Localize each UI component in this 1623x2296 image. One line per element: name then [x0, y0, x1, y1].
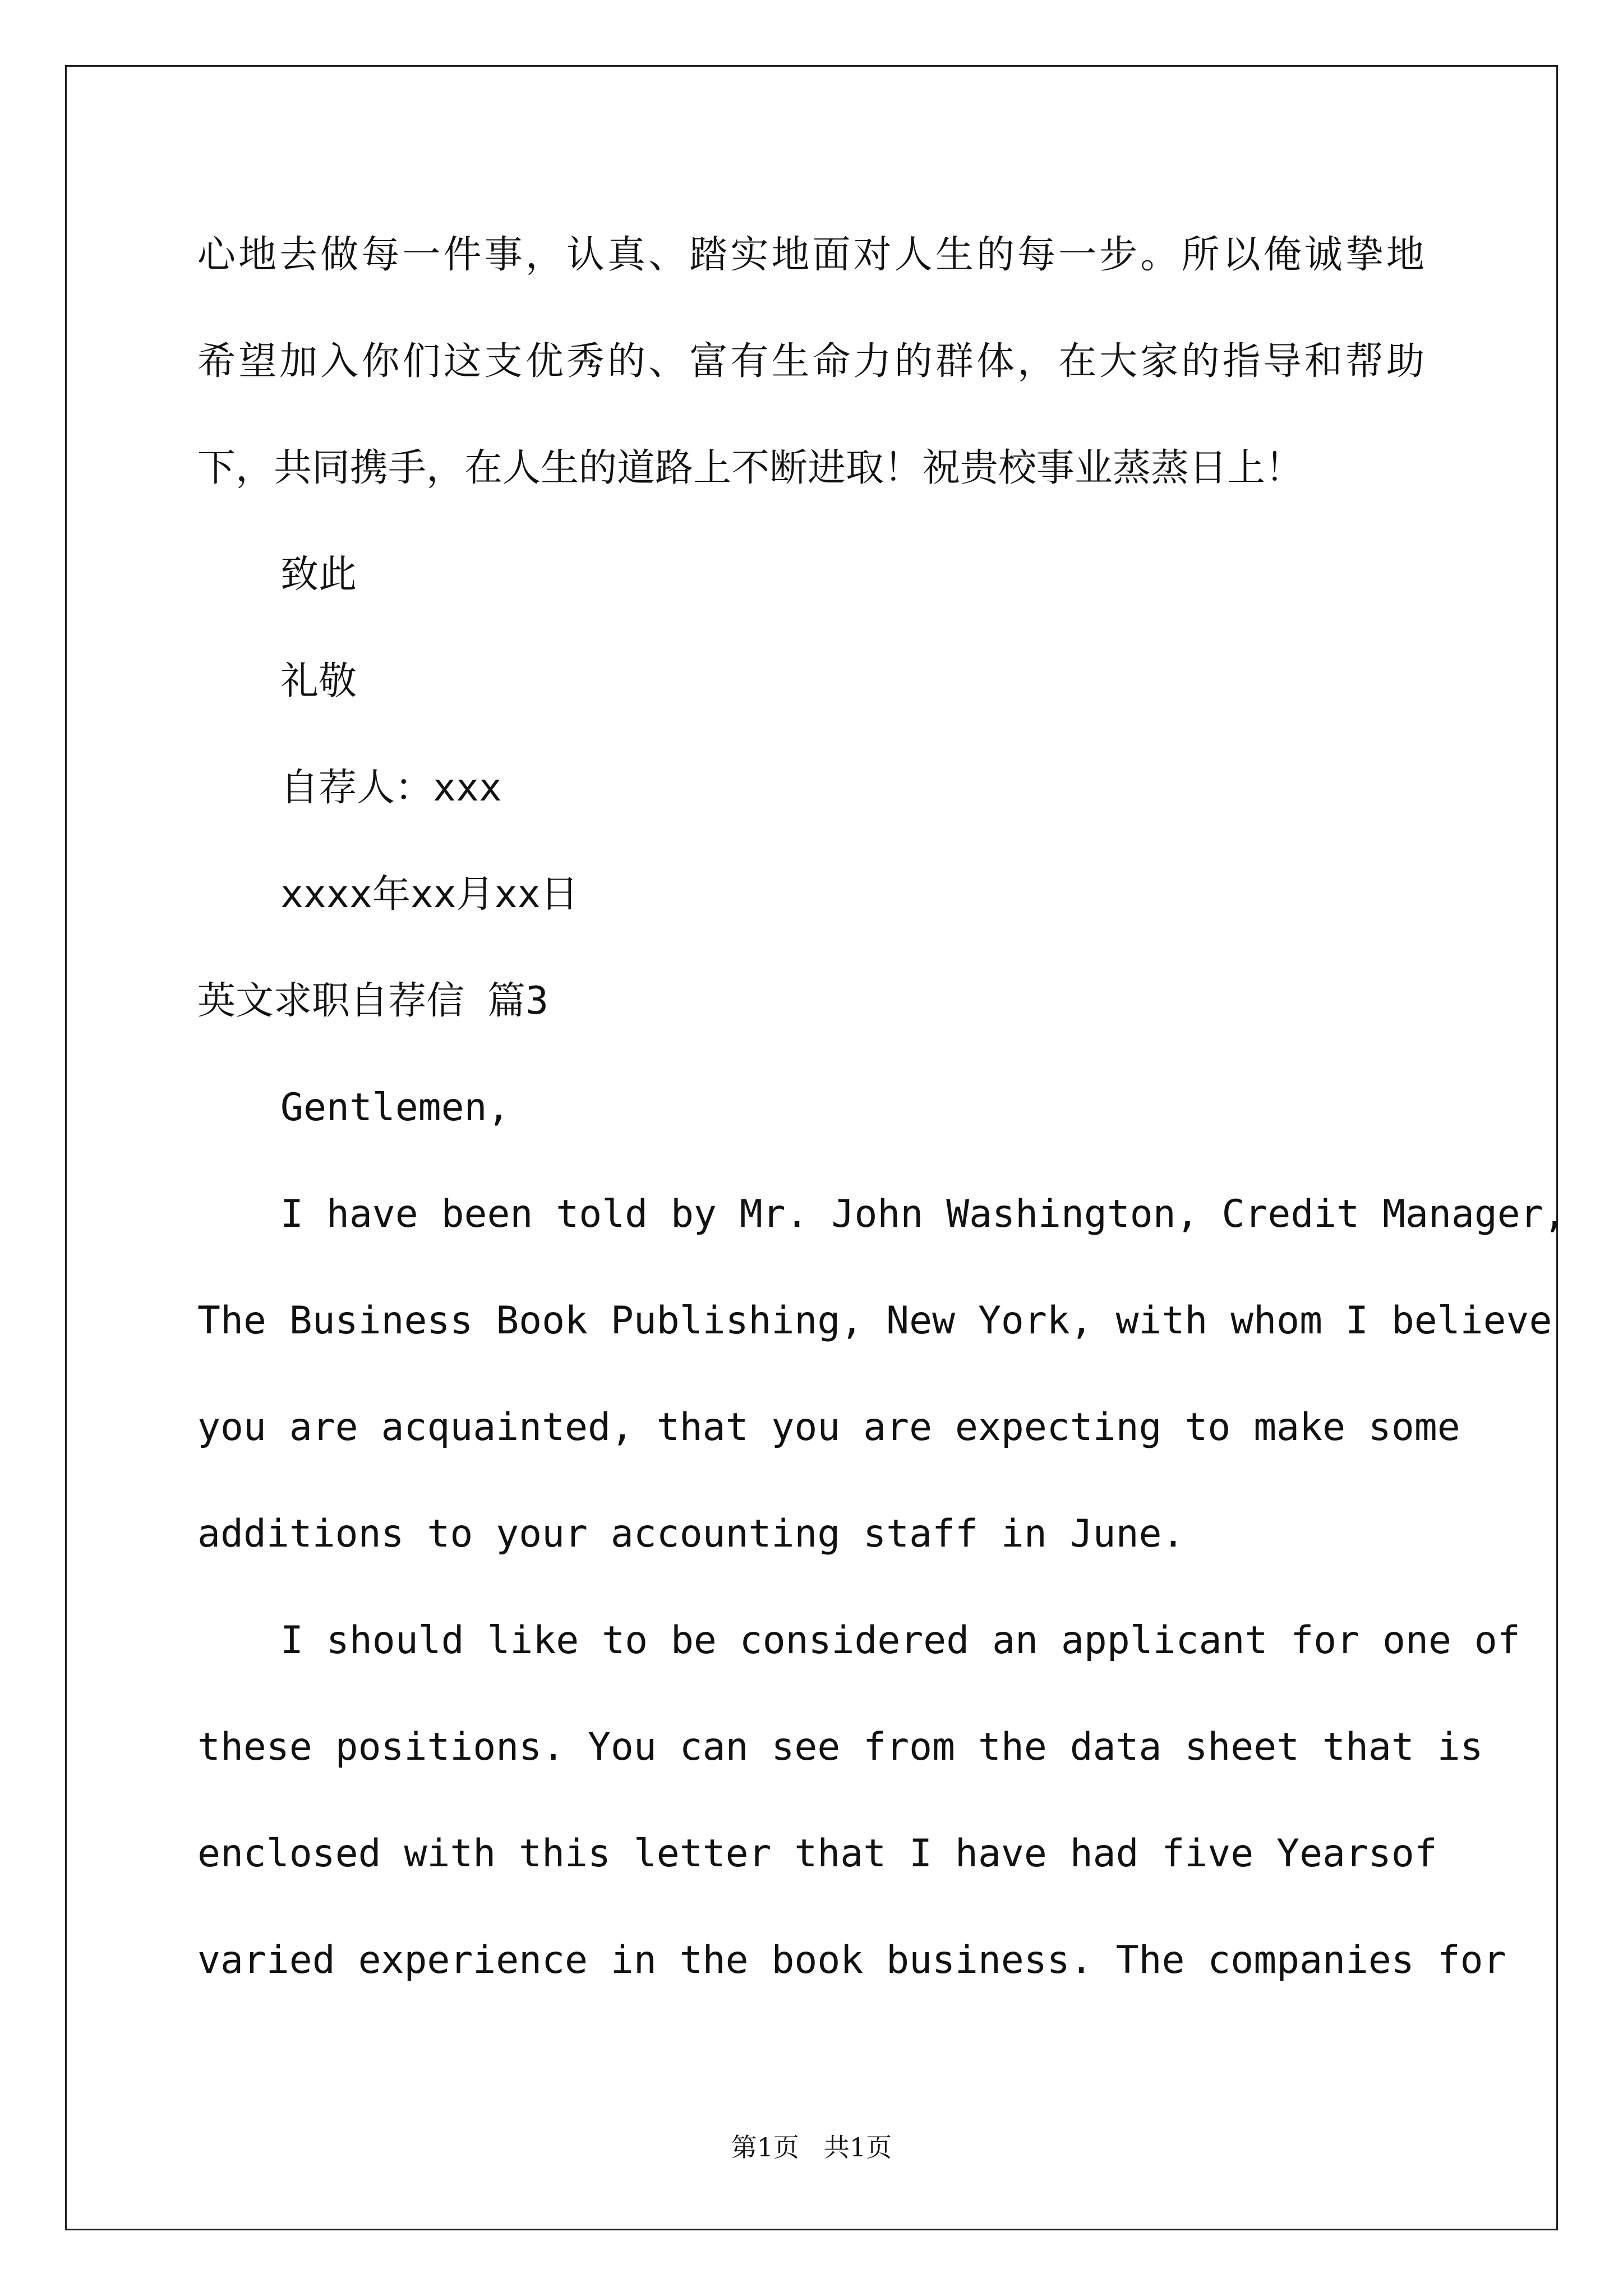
document-body [197, 202, 1566, 2014]
page-total: 共1页 [824, 2132, 892, 2162]
paragraph-line: additions to your accounting staff in June. [197, 1512, 1185, 1556]
paragraph-line: 下，共同携手，在人生的道路上不断进取！祝贵校事业蒸蒸日上！ [197, 446, 1304, 490]
greeting-line: Gentlemen, [280, 1085, 510, 1130]
paragraph-line: I should like to be considered an applicant for one of [280, 1618, 1520, 1663]
paragraph-line: I have been told by Mr. John Washington, Credit Manager, [280, 1192, 1566, 1236]
paragraph-line: The Business Book Publishing, New York, with whom I believe [197, 1299, 1552, 1343]
paragraph-line: 心地去做每一件事，认真、踏实地面对人生的每一步。所以俺诚挚地 [197, 233, 1424, 277]
section-heading: 英文求职自荐信 篇3 [197, 979, 548, 1023]
closing-line: 致此 [280, 553, 357, 597]
date-line: xxxx年xx月xx日 [280, 872, 579, 917]
paragraph-line: 希望加入你们这支优秀的、富有生命力的群体，在大家的指导和帮助 [197, 339, 1424, 384]
signature-line: 自荐人：xxx [280, 766, 502, 810]
paragraph-line: these positions. You can see from the data sheet that is [197, 1725, 1483, 1769]
paragraph-line: varied experience in the book business. The companies for [197, 1938, 1506, 1982]
salutation-line: 礼敬 [280, 659, 357, 703]
paragraph-line: you are acquainted, that you are expecting to make some [197, 1405, 1460, 1450]
page-footer [0, 2131, 1623, 2164]
paragraph-line: enclosed with this letter that I have had five Yearsof [197, 1832, 1437, 1876]
page-number: 第1页 [731, 2132, 799, 2162]
